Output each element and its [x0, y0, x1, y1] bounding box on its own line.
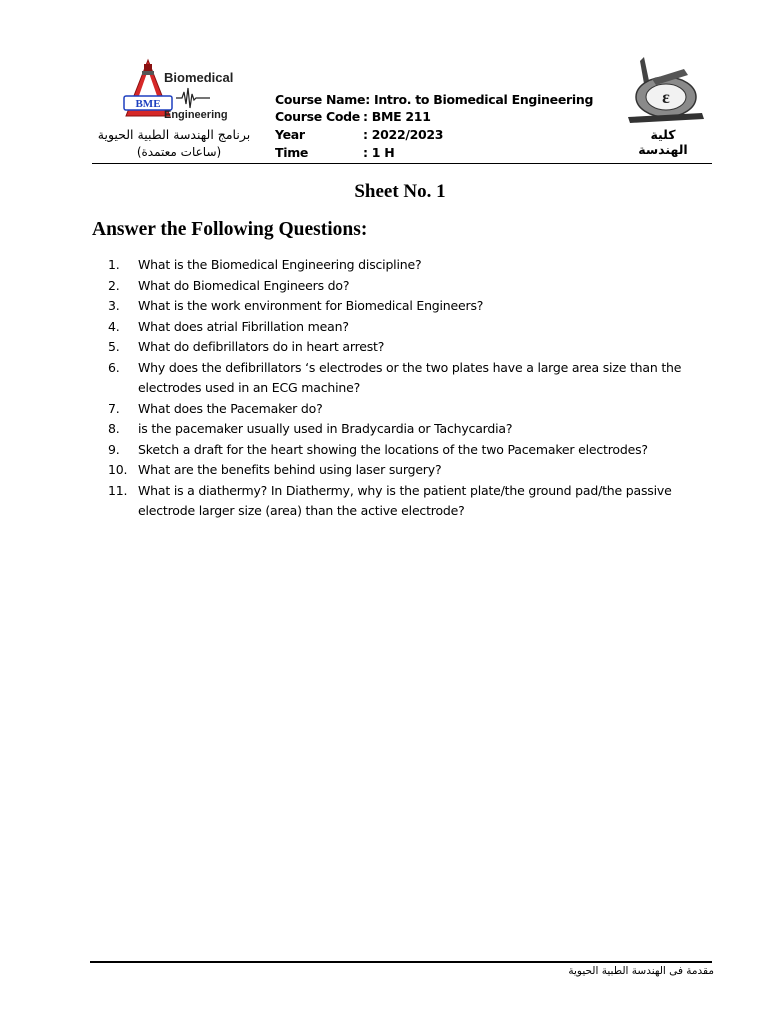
- time-value: : 1 H: [363, 145, 395, 160]
- question-item: [108, 255, 708, 276]
- question-item: [108, 276, 708, 297]
- question-text: What is a diathermy? In Diathermy, why is the patient plate/the ground pad/the passive electrode larger size (area) than the active electrode?: [138, 482, 672, 518]
- question-item: [108, 317, 708, 338]
- year-value: : 2022/2023: [363, 127, 444, 142]
- question-number: 2.: [108, 277, 120, 293]
- question-item: [108, 358, 708, 399]
- course-code-value: : BME 211: [363, 109, 431, 124]
- bme-logo-badge: BME: [135, 98, 161, 110]
- bme-logo-line2: Engineering: [164, 109, 228, 121]
- section-heading: Answer the Following Questions:: [92, 219, 368, 240]
- question-text: Why does the defibrillators ‘s electrodes or the two plates have a large area size than the electrodes used in an ECG machine?: [138, 359, 682, 395]
- bme-logo: [118, 58, 243, 124]
- question-text: What is the work environment for Biomedical Engineers?: [138, 298, 484, 313]
- question-list: [108, 255, 708, 522]
- question-number: 1.: [108, 257, 120, 272]
- question-item: [108, 296, 708, 317]
- question-number: 11.: [108, 482, 128, 498]
- question-text: is the pacemaker usually used in Bradycardia or Tachycardia?: [138, 421, 513, 436]
- time-label: Time: [275, 145, 309, 160]
- faculty-logo: [622, 55, 708, 133]
- footer-divider: [90, 961, 712, 963]
- question-text: What do Biomedical Engineers do?: [138, 277, 350, 293]
- question-number: 6.: [108, 359, 120, 375]
- question-text: What are the benefits behind using laser surgery?: [138, 462, 442, 477]
- arabic-faculty-name: كلية الهندسة: [638, 127, 688, 157]
- question-number: 3.: [108, 298, 120, 313]
- question-text: What do defibrillators do in heart arrest?: [138, 339, 385, 354]
- arabic-program-name: برنامج الهندسة الطبية الحيوية: [97, 127, 251, 142]
- question-number: 7.: [108, 400, 120, 416]
- question-text: What does atrial Fibrillation mean?: [138, 318, 349, 334]
- year-label: Year: [275, 127, 305, 142]
- question-number: 8.: [108, 421, 120, 436]
- question-item: [108, 460, 708, 481]
- question-number: 10.: [108, 462, 128, 477]
- sheet-title: Sheet No. 1: [354, 181, 446, 202]
- question-item: [108, 440, 708, 461]
- course-name-value: Intro. to Biomedical Engineering: [373, 92, 594, 107]
- footer-text: مقدمة فى الهندسة الطبية الحيوية: [568, 965, 714, 977]
- question-text: Sketch a draft for the heart showing the locations of the two Pacemaker electrodes?: [138, 441, 648, 457]
- header-divider: [92, 163, 712, 164]
- question-number: 5.: [108, 339, 120, 354]
- question-item: [108, 481, 708, 522]
- course-name-label: Course Name: Intro. to Biomedical Engineering: [275, 92, 594, 107]
- question-item: [108, 337, 708, 358]
- arabic-credit-hours: (ساعات معتمدة): [136, 145, 222, 159]
- question-text: What does the Pacemaker do?: [138, 400, 323, 416]
- course-code-label: Course Code: [275, 109, 360, 124]
- question-text: What is the Biomedical Engineering discipline?: [138, 257, 422, 272]
- bme-logo-line1: Biomedical: [164, 70, 234, 85]
- question-item: [108, 419, 708, 440]
- ecg-wave-icon: [176, 88, 210, 108]
- faculty-logo-glyph: ε: [662, 87, 670, 107]
- question-number: 4.: [108, 318, 120, 334]
- question-number: 9.: [108, 441, 120, 457]
- question-item: [108, 399, 708, 420]
